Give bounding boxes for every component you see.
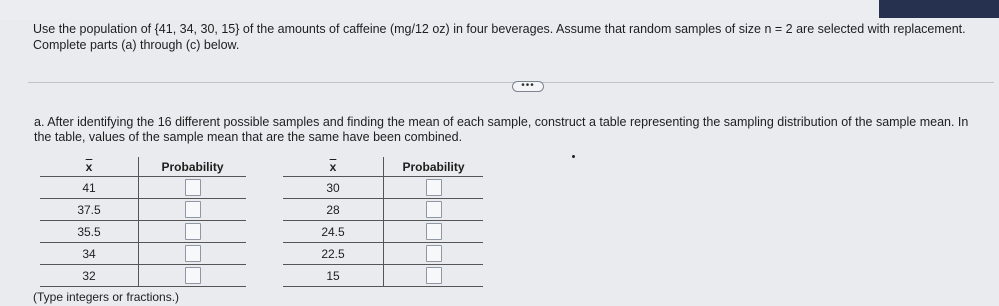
probability-cell [384,243,484,265]
probability-input[interactable] [185,223,201,240]
table-row [40,199,246,221]
column-header-probability: Probability [384,157,484,177]
question-line-1: Use the population of {41, 34, 30, 15} of the amounts of caffeine (mg/12 oz) in four beverages. Assume that random samples of size n = 2 are selected with replacement. [33,22,966,36]
x-bar-value: 22.5 [283,243,384,265]
probability-cell [139,177,247,199]
x-bar-value: 37.5 [40,199,139,221]
probability-input[interactable] [185,245,201,262]
table-row [40,177,246,199]
table-row [283,199,483,221]
question-line-2: Complete parts (a) through (c) below. [33,38,240,52]
section-divider [28,82,994,83]
top-bar-accent [879,0,999,18]
probability-cell [384,177,484,199]
column-header-x-bar: $\overline{x}$ [283,157,384,177]
table-row [40,265,246,287]
table-header-row [283,157,483,177]
column-header-x-bar: $\overline{x}$ [40,157,139,177]
distribution-table-left [40,157,246,287]
table-row [283,265,483,287]
probability-input[interactable] [426,245,442,262]
probability-cell [384,199,484,221]
table-row [40,243,246,265]
probability-cell [139,265,247,287]
question-text [33,21,983,53]
probability-cell [384,221,484,243]
probability-cell [384,265,484,287]
x-bar-value: 28 [283,199,384,221]
table-row [283,243,483,265]
x-bar-value: 32 [40,265,139,287]
top-bar [0,0,999,20]
probability-cell [139,243,247,265]
table-row [283,221,483,243]
x-bar-value: 30 [283,177,384,199]
column-header-probability: Probability [139,157,247,177]
probability-input[interactable] [426,267,442,284]
x-bar-value: 41 [40,177,139,199]
expand-more-button[interactable]: ••• [512,81,544,92]
probability-input[interactable] [185,267,201,284]
probability-cell [139,221,247,243]
stray-dot [572,155,575,158]
probability-input[interactable] [426,179,442,196]
x-bar-value: 15 [283,265,384,287]
probability-cell [139,199,247,221]
answer-format-hint: (Type integers or fractions.) [33,290,180,304]
probability-input[interactable] [185,179,201,196]
table-row [283,177,483,199]
probability-input[interactable] [185,201,201,218]
table-row [40,221,246,243]
x-bar-value: 24.5 [283,221,384,243]
table-header-row [40,157,246,177]
probability-input[interactable] [426,223,442,240]
part-a-instructions: a. After identifying the 16 different possible samples and finding the mean of each sample, construct a table representing the sampling distribution of the sample mean. In the table, values of the sample mean that are the same have been combined. [34,115,969,144]
x-bar-value: 35.5 [40,221,139,243]
probability-input[interactable] [426,201,442,218]
distribution-table-right [283,157,483,287]
x-bar-value: 34 [40,243,139,265]
